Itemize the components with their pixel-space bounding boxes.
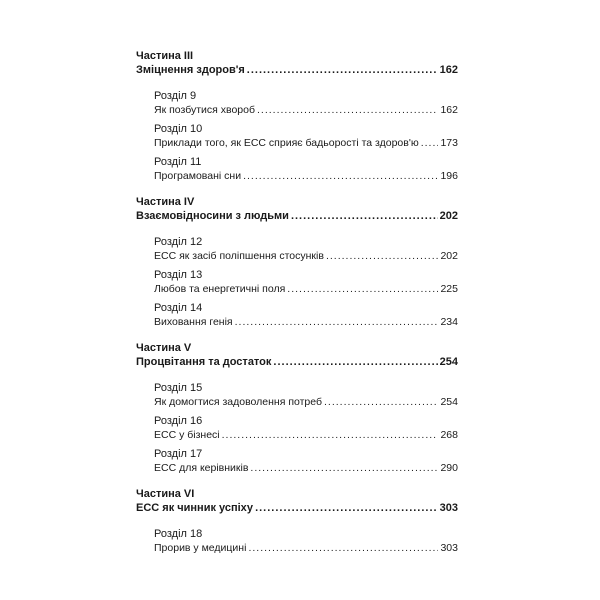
part-entry-label: Взаємовідносини з людьми xyxy=(136,210,289,222)
page-number: 254 xyxy=(439,356,458,368)
part-entry[interactable] xyxy=(136,355,458,370)
dot-leader xyxy=(222,428,439,442)
chapter-item xyxy=(154,235,458,263)
table-of-contents xyxy=(136,49,458,567)
chapter-title: Розділ 13 xyxy=(154,269,203,281)
chapter-entry-label: Як домогтися задоволення потреб xyxy=(154,396,323,408)
dot-leader xyxy=(273,355,437,370)
dot-leader xyxy=(291,209,438,224)
chapter-title: Розділ 14 xyxy=(154,302,203,314)
chapter-entry[interactable] xyxy=(154,395,458,409)
part-entry-label: Процвітання та достаток xyxy=(136,356,272,368)
chapter-title: Розділ 12 xyxy=(154,236,203,248)
chapter-item xyxy=(154,381,458,409)
dot-leader xyxy=(250,461,438,475)
page-number: 234 xyxy=(440,316,458,328)
page-number: 202 xyxy=(440,250,458,262)
page-number: 202 xyxy=(439,210,458,222)
chapter-list xyxy=(154,381,458,475)
part-title: Частина III xyxy=(136,50,194,62)
chapter-entry[interactable] xyxy=(154,461,458,475)
chapter-entry-label: Прорив у медицині xyxy=(154,542,247,554)
dot-leader xyxy=(287,282,438,296)
chapter-item xyxy=(154,155,458,183)
page-number: 196 xyxy=(440,170,458,182)
chapter-item xyxy=(154,89,458,117)
chapter-item xyxy=(154,301,458,329)
part-entry-label: Зміцнення здоров'я xyxy=(136,64,245,76)
chapter-entry[interactable] xyxy=(154,169,458,183)
chapter-item xyxy=(154,447,458,475)
dot-leader xyxy=(324,395,438,409)
chapter-item xyxy=(154,414,458,442)
part-title: Частина IV xyxy=(136,196,195,208)
page-number: 254 xyxy=(440,396,458,408)
chapter-entry[interactable] xyxy=(154,315,458,329)
toc-part xyxy=(136,195,458,329)
chapter-item xyxy=(154,527,458,555)
chapter-list xyxy=(154,89,458,183)
part-entry[interactable] xyxy=(136,209,458,224)
page-number: 162 xyxy=(439,64,458,76)
chapter-entry[interactable] xyxy=(154,249,458,263)
chapter-entry[interactable] xyxy=(154,136,458,150)
page-number: 173 xyxy=(440,137,458,149)
chapter-entry-label: Любов та енергетичні поля xyxy=(154,283,286,295)
dot-leader xyxy=(248,541,438,555)
chapter-entry-label: Програмовані сни xyxy=(154,170,242,182)
chapter-title: Розділ 10 xyxy=(154,123,203,135)
chapter-title: Розділ 18 xyxy=(154,528,203,540)
chapter-list xyxy=(154,527,458,555)
dot-leader xyxy=(257,103,438,117)
part-title: Частина V xyxy=(136,342,192,354)
part-entry-label: ЕСС як чинник успіху xyxy=(136,502,254,514)
chapter-title: Розділ 9 xyxy=(154,90,197,102)
chapter-entry[interactable] xyxy=(154,103,458,117)
chapter-entry-label: Виховання генія xyxy=(154,316,233,328)
chapter-title: Розділ 15 xyxy=(154,382,203,394)
page-number: 162 xyxy=(440,104,458,116)
chapter-title: Розділ 16 xyxy=(154,415,203,427)
toc-part xyxy=(136,341,458,475)
chapter-entry[interactable] xyxy=(154,282,458,296)
part-entry[interactable] xyxy=(136,501,458,516)
dot-leader xyxy=(255,501,438,516)
part-entry[interactable] xyxy=(136,63,458,78)
chapter-title: Розділ 17 xyxy=(154,448,203,460)
page-number: 268 xyxy=(440,429,458,441)
chapter-entry-label: ЕСС для керівників xyxy=(154,462,249,474)
page-number: 225 xyxy=(440,283,458,295)
toc-part xyxy=(136,49,458,183)
chapter-entry-label: Приклади того, як ЕСС сприяє бадьорості та здоров'ю xyxy=(154,137,419,149)
dot-leader xyxy=(326,249,439,263)
chapter-entry-label: ЕСС у бізнесі xyxy=(154,429,220,441)
page-number: 290 xyxy=(440,462,458,474)
dot-leader xyxy=(243,169,438,183)
dot-leader xyxy=(247,63,438,78)
part-title: Частина VI xyxy=(136,488,195,500)
chapter-entry[interactable] xyxy=(154,541,458,555)
toc-part xyxy=(136,487,458,555)
dot-leader xyxy=(235,315,439,329)
chapter-title: Розділ 11 xyxy=(154,156,202,168)
page-number: 303 xyxy=(439,502,458,514)
chapter-entry-label: Як позбутися хвороб xyxy=(154,104,256,116)
page-number: 303 xyxy=(440,542,458,554)
dot-leader xyxy=(421,136,439,150)
chapter-item xyxy=(154,122,458,150)
chapter-list xyxy=(154,235,458,329)
chapter-item xyxy=(154,268,458,296)
chapter-entry-label: ЕСС як засіб поліпшення стосунків xyxy=(154,250,324,262)
chapter-entry[interactable] xyxy=(154,428,458,442)
